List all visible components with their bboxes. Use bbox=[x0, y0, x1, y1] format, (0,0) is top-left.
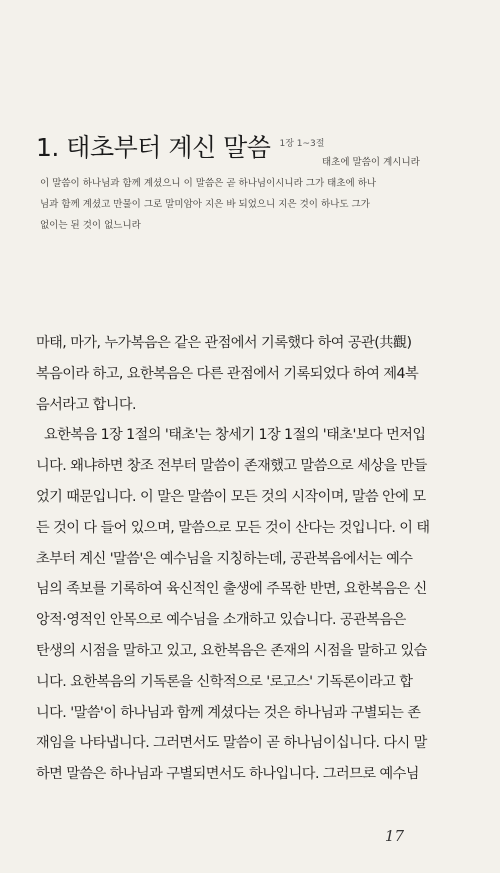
verse-line: 태초에 말씀이 계시니라 bbox=[322, 157, 420, 168]
body-line: 든 것이 다 들어 있으며, 말씀으로 모든 것이 산다는 것입니다. 이 태 bbox=[36, 519, 430, 536]
verse-line: 없이는 된 것이 없느니라 bbox=[40, 220, 141, 231]
body-line: 니다. '말씀'이 하나님과 함께 계셨다는 것은 하나님과 구별되는 존 bbox=[36, 704, 421, 721]
body-line: 복음이라 하고, 요한복음은 다른 관점에서 기록되었다 하여 제4복 bbox=[36, 365, 419, 382]
body-line: 님의 족보를 기록하여 육신적인 출생에 주목한 반면, 요한복음은 신 bbox=[36, 581, 427, 598]
body-line: 니다. 요한복음의 기독론을 신학적으로 '로고스' 기독론이라고 합 bbox=[36, 673, 413, 690]
body-line: 앙적·영적인 안목으로 예수님을 소개하고 있습니다. 공관복음은 bbox=[36, 612, 406, 629]
body-text bbox=[36, 328, 460, 790]
body-line: 하면 말씀은 하나님과 구별되면서도 하나입니다. 그러므로 예수님 bbox=[36, 766, 419, 783]
body-line: 니다. 왜냐하면 창조 전부터 말씀이 존재했고 말씀으로 세상을 만들 bbox=[36, 458, 427, 475]
verse-line: 님과 함께 계셨고 만물이 그로 말미암아 지은 바 되었으니 지은 것이 하나도 그가 bbox=[40, 199, 370, 210]
chapter-reference: 1장 1~3절 bbox=[279, 139, 325, 149]
body-line: 재임을 나타냅니다. 그러면서도 말씀이 곧 하나님이십니다. 다시 말 bbox=[36, 735, 427, 752]
body-line: 었기 때문입니다. 이 말은 말씀이 모든 것의 시작이며, 말씀 안에 모 bbox=[36, 488, 426, 505]
chapter-title: 1. 태초부터 계신 말씀 bbox=[36, 133, 271, 162]
page-number: 17 bbox=[384, 827, 404, 845]
body-line: 탄생의 시점을 말하고 있고, 요한복음은 존재의 시점을 말하고 있습 bbox=[36, 642, 427, 659]
body-line: 음서라고 합니다. bbox=[36, 396, 137, 413]
body-line: 요한복음 1장 1절의 '태초'는 창세기 1장 1절의 '태초'보다 먼저입 bbox=[44, 427, 426, 444]
body-line: 초부터 계신 '말씀'은 예수님을 지칭하는데, 공관복음에서는 예수 bbox=[36, 550, 413, 567]
body-line: 마태, 마가, 누가복음은 같은 관점에서 기록했다 하여 공관(共觀) bbox=[36, 335, 412, 351]
verse-line: 이 말씀이 하나님과 함께 계셨으니 이 말씀은 곧 하나님이시니라 그가 태초에 하나 bbox=[40, 178, 377, 189]
scripture-quote bbox=[40, 152, 464, 236]
